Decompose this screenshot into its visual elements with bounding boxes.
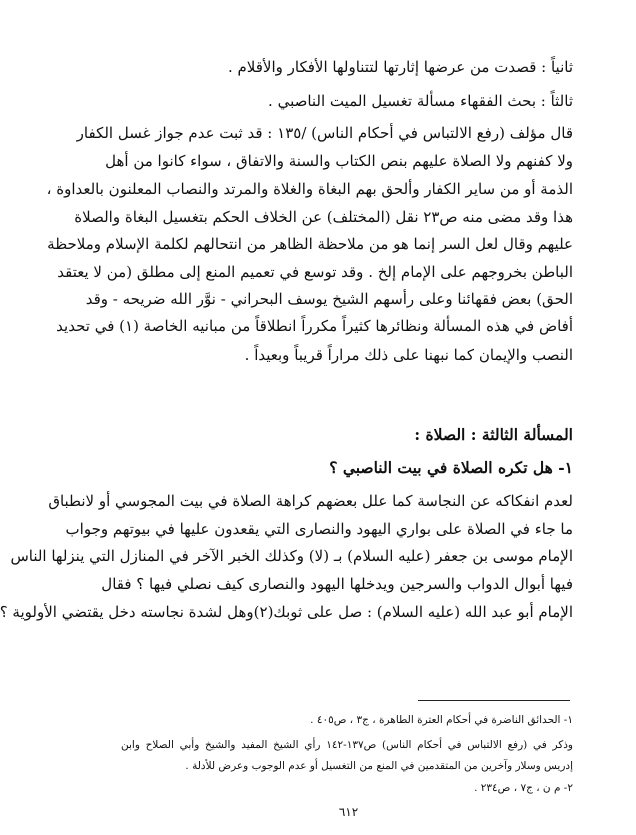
text-line: ولا كفنهم ولا الصلاة عليهم بنص الكتاب والسنة والاتفاق ، سواء كانوا من أهل	[105, 152, 573, 170]
footnote-2: ٢- م ن ، ج٧ ، ص٢٣٤ .	[474, 782, 573, 794]
text-line: لعدم انفكاكه عن النجاسة كما علل بعضهم كراهة الصلاة في بيت المجوسي أو لانطباق	[48, 492, 573, 510]
subsection-title: ١- هل تكره الصلاة في بيت الناصبي ؟	[329, 458, 573, 477]
text-line: فيها أبوال الدواب والسرجين ويدخلها اليهود والنصارى كيف نصلي فيها ؟ فقال	[101, 575, 573, 593]
footnote-1-continued: وذكر في (رفع الالتباس في أحكام الناس) ص١٣٧-١٤٢ رأي الشيخ المفيد والشيخ وأبي الصلاح وابن	[121, 739, 573, 751]
text-line: هذا وقد مضى منه ص٢٣ نقل (المختلف) عن الخلاف الحكم بتغسيل البغاة والصلاة	[74, 208, 573, 226]
text-line: الذمة أو من ساير الكفار وألحق بهم البغاة والغلاة والمرتد والنصاب المعلنون بالعداوة ،	[46, 180, 573, 198]
section-title: المسألة الثالثة : الصلاة :	[414, 425, 573, 444]
page-number: ٦١٢	[338, 805, 359, 819]
intro-second: ثانياً : قصدت من عرضها إثارتها لتتناولها الأفكار والأقلام .	[227, 58, 573, 76]
text-line: النصب والإيمان كما نبهنا على ذلك مراراً قريباً وبعيداً .	[244, 346, 573, 364]
intro-third: ثالثاً : بحث الفقهاء مسألة تغسيل الميت الناصبي .	[268, 92, 573, 110]
text-line: ما جاء في الصلاة على بواري اليهود والنصارى التي يقعدون عليها في بيوتهم وجواب	[65, 520, 573, 538]
footnote-divider	[418, 700, 570, 701]
footnote-1: ١- الحدائق الناضرة في أحكام العترة الطاهرة ، ج٣ ، ص٤٠٥ .	[310, 714, 573, 726]
text-line: قال مؤلف (رفع الالتباس في أحكام الناس) /١٣٥ : قد ثبت عدم جواز غسل الكفار	[76, 124, 573, 142]
text-line: الإمام أبو عبد الله (عليه السلام) : صل على ثوبك(٢)وهل لشدة نجاسته دخل يقتضي الأولوية ؟	[0, 603, 573, 621]
text-line: الإمام موسى بن جعفر (عليه السلام) بـ (لا) وكذلك الخبر الآخر في المنازل التي ينزلها الناس	[10, 547, 573, 565]
text-line: أفاض في هذه المسألة ونظائرها كثيراً مكرراً انطلاقاً من مبانيه الخاصة (١) في تحديد	[56, 317, 573, 335]
text-line: الباطن بخروجهم على الإمام إلخ . وقد توسع في تعميم المنع إلى مطلق (من لا يعتقد	[57, 263, 573, 281]
text-line: عليهم وقال لعل السر إنما هو من ملاحظة الظاهر من انتحالهم لكلمة الإسلام وملاحظة	[47, 235, 573, 253]
text-line: الحق) بعض فقهائنا وعلى رأسهم الشيخ يوسف البحراني - نوَّر الله ضريحه - وقد	[85, 290, 573, 308]
footnote-1-continued: إدريس وسلار وآخرين من المتقدمين في المنع من التغسيل أو عدم الوجوب وعرض للأدلة .	[185, 760, 573, 772]
